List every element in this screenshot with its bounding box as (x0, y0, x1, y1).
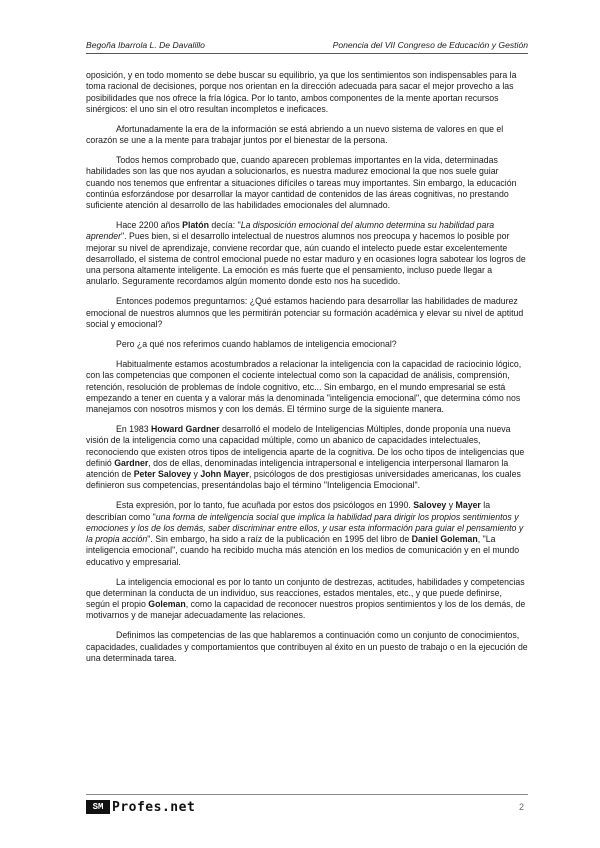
header-author: Begoña Ibarrola L. De Davalillo (86, 40, 205, 50)
paragraph-5: Entonces podemos preguntarnos: ¿Qué estamos haciendo para desarrollar las habilidades de madurez emocional de nuestros alumnos que les permitirán potenciar su formación académica y elevar su nivel de aptitud social y emocional? (86, 296, 524, 329)
paragraph-6: Pero ¿a qué nos referimos cuando hablamos de inteligencia emocional? (116, 338, 397, 349)
name-goleman-2: Goleman (148, 599, 186, 610)
paragraph-8: En 1983 Howard Gardner desarrolló el modelo de Inteligencias Múltiples, donde proponía una nueva visión de la inteligencia como una capacidad múltiple, como un abanico de capacidades intelectuales, reconociendo que existen otros tipos de inteligencia aparte de la cognitiva. De los ocho tipos de inteligencias que definió Gardner, dos de ellas, denominadas inteligencia intrapersonal e inteligencia interpersonal llamaron la atención de Peter Salovey y John Mayer, psicólogos de dos prestigiosas universidades americanas, los cuales definieron sus competencias, presentándolas bajo el término "Inteligencia Emocional". (86, 424, 525, 491)
name-gardner-2: Gardner (114, 457, 149, 468)
quote-definition: una forma de inteligencia social que implica la habilidad para dirigir los propios sentimientos y emociones y los de los demás, saber discriminar entre ellos, y usar esta información para guiar el pensamiento y la propia acción (86, 511, 524, 545)
name-platon: Platón (182, 220, 209, 231)
footer-rule (86, 794, 528, 795)
name-goleman: Daniel Goleman (411, 534, 478, 545)
name-mayer-2: Mayer (455, 500, 481, 511)
name-mayer: John Mayer (200, 469, 249, 480)
logo-text: Profes.net (112, 799, 196, 815)
header-rule (86, 53, 528, 54)
page-header (86, 40, 528, 52)
sm-logo-icon: SM (86, 800, 110, 814)
paragraph-10: La inteligencia emocional es por lo tanto un conjunto de destrezas, actitudes, habilidades y competencias que determinan la conducta de un individuo, sus reacciones, estados mentales, etc., y que puede definirse, según el propio Goleman, como la capacidad de reconocer nuestros propios sentimientos y los de los demás, de motivarnos y de manejar adecuadamente las relaciones. (86, 576, 526, 621)
name-gardner: Howard Gardner (151, 424, 220, 435)
paragraph-7: Habitualmente estamos acostumbrados a relacionar la inteligencia con la capacidad de raciocinio lógico, con las competencias que componen el cociente intelectual como son la capacidad de análisis, comprensión, retención, resolución de problemas de índole cognitivo, etc... Sin embargo, en el mundo empresarial se está empezando a tener en cuenta y a valorar más la denominada "inteligencia emocional", que determina cómo nos manejamos con nosotros mismos y con los demás. El término surge de la siguiente manera. (86, 359, 522, 415)
paragraph-1: oposición, y en todo momento se debe buscar su equilibrio, ya que los sentimientos son indispensables para la toma racional de decisiones, porque nos orientan en la dirección adecuada para sacar el mejor provecho a las posibilidades que nos ofrece la fría lógica. Por lo tanto, ambos componentes de la mente aportan recursos sinérgicos: el uno sin el otro resultan incompletos e ineficaces. (86, 70, 517, 114)
document-body (86, 70, 528, 673)
header-title: Ponencia del VII Congreso de Educación y Gestión (332, 40, 528, 50)
page-number: 2 (518, 802, 524, 812)
name-salovey: Peter Salovey (133, 469, 192, 480)
paragraph-3: Todos hemos comprobado que, cuando aparecen problemas importantes en la vida, determinadas habilidades son las que nos ayudan a solucionarlos, es nuestra madurez emocional la que nos suele guiar cuando nos tenemos que enfrentar a situaciones difíciles o tareas muy importantes. Sin embargo, la educación continúa esforzándose por desarrollar la mayor cantidad de contenidos de las áreas cognitivas, no prestando suficiente atención al desarrollo de las habilidades emocionales del alumnado. (86, 155, 517, 211)
paragraph-9: Esta expresión, por lo tanto, fue acuñada por estos dos psicólogos en 1990. Salovey y Mayer la describían como "una forma de inteligencia social que implica la habilidad para dirigir los propios sentimientos y emociones y los de los demás, saber discriminar entre ellos, y usar esta información para guiar el pensamiento y la propia acción". Sin embargo, ha sido a raíz de la publicación en 1995 del libro de Daniel Goleman, "La inteligencia emocional", cuando ha recibido mucha más atención en los medios de comunicación y en el mundo educativo y empresarial. (86, 500, 524, 567)
quote-platon: La disposición emocional del alumno determina su habilidad para aprender (86, 220, 495, 242)
paragraph-2: Afortunadamente la era de la información se está abriendo a un nuevo sistema de valores en que el corazón se une a la mente para trabajar juntos por el bienestar de la persona. (86, 123, 504, 146)
paragraph-4: Hace 2200 años Platón decía: "La disposición emocional del alumno determina su habilidad para aprender". Pues bien, si el desarrollo intelectual de nuestros alumnos nos preocupa y hacemos lo posible por mejorar su nivel de aprendizaje, conviene recordar que, aún cuando el intelecto puede estar excelentemente desarrollado, el sistema de control emocional puede no estar maduro y en ocasiones logra sabotear los logros de una persona altamente inteligente. La emoción es más fuerte que el pensamiento, incluso puede llegar a anularlo. Seguramente recordamos algún momento donde esto nos ha sucedido. (86, 220, 526, 287)
name-salovey-2: Salovey (413, 500, 447, 511)
paragraph-11: Definimos las competencias de las que hablaremos a continuación como un conjunto de conocimientos, capacidades, cualidades y comportamientos que contribuyen al éxito en un puesto de trabajo o en la ejecución de una determinada tarea. (86, 630, 528, 663)
profes-net-logo (86, 798, 195, 816)
